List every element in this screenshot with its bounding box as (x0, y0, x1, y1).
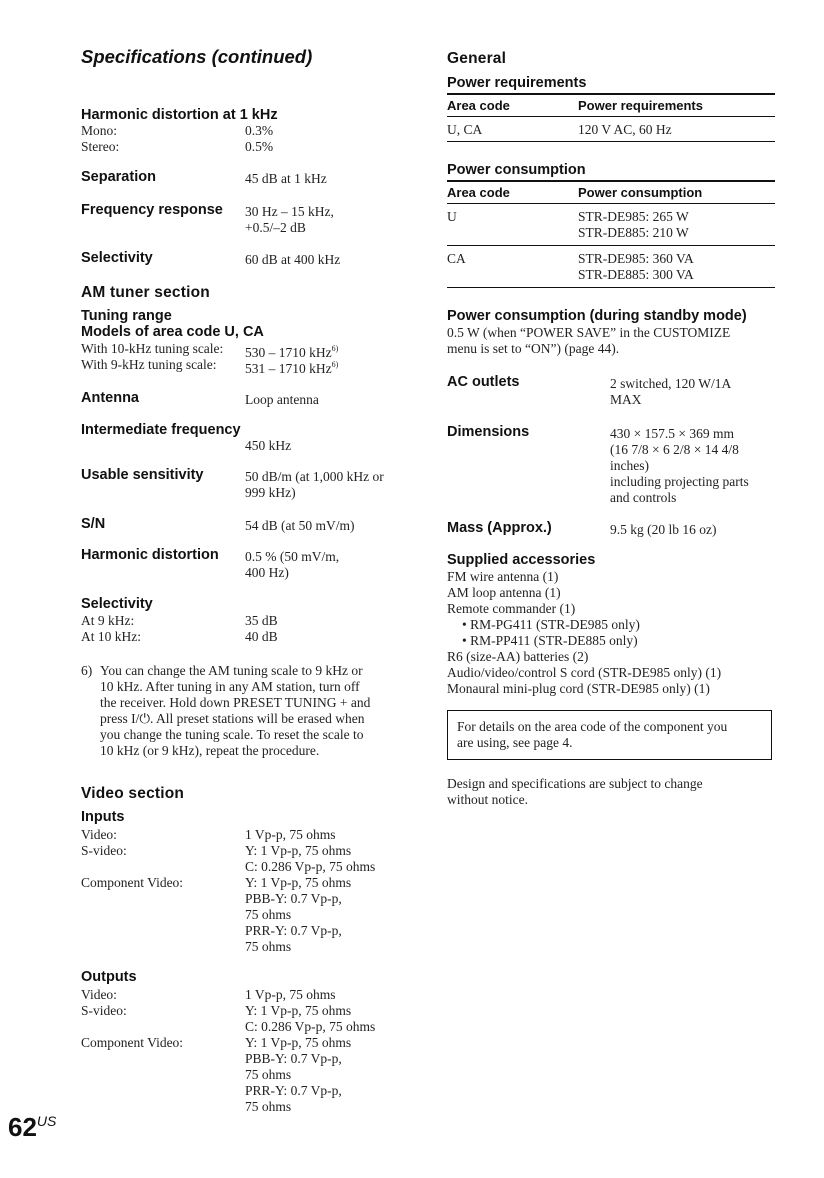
table-rule (447, 141, 775, 142)
pc-row1-value-2: STR-DE885: 210 W (578, 225, 689, 240)
pc-row2-value-1: STR-DE985: 360 VA (578, 251, 694, 266)
separation-value: 45 dB at 1 kHz (245, 171, 327, 186)
usable-sensitivity-value-2: 999 kHz) (245, 485, 296, 500)
dimensions-value-1: 430 × 157.5 × 369 mm (610, 426, 734, 441)
tuning-10k-value: 530 – 1710 kHz$^{6)}$ (245, 344, 339, 360)
sn-label: S/N (81, 516, 106, 532)
accessory-item: Remote commander (1) (447, 601, 576, 616)
pc-col-area: Area code (447, 185, 510, 200)
mass-value: 9.5 kg (20 lb 16 oz) (610, 522, 717, 537)
selectivity-value: 60 dB at 400 kHz (245, 252, 341, 267)
tuning-10k-label: With 10-kHz tuning scale: (81, 341, 224, 356)
pr-row1-area: U, CA (447, 122, 483, 137)
inputs-heading: Inputs (81, 809, 125, 825)
note-line-2: are using, see page 4. (457, 735, 573, 750)
table-rule (447, 203, 775, 204)
out-svideo-value-2: C: 0.286 Vp-p, 75 ohms (245, 1019, 376, 1034)
pr-col-area: Area code (447, 98, 510, 113)
mono-value: 0.3% (245, 123, 274, 138)
table-rule (447, 116, 775, 117)
in-component-value-4: PRR-Y: 0.7 Vp-p, (245, 923, 342, 938)
stereo-value: 0.5% (245, 139, 274, 154)
page-suffix: US (36, 1113, 57, 1129)
footnote-line-2: 10 kHz. After tuning in any AM station, turn off (100, 679, 360, 694)
freq-response-value-1: 30 Hz – 15 kHz, (245, 204, 334, 219)
footnote-ref: 6) (331, 360, 339, 369)
footnote-line-6: 10 kHz (or 9 kHz), repeat the procedure. (100, 743, 320, 758)
footnote-ref: 6) (331, 344, 339, 353)
out-video-label: Video: (81, 987, 117, 1002)
dimensions-value-5: and controls (610, 490, 677, 505)
harmonic-distortion-value-2: 400 Hz) (245, 565, 289, 580)
in-video-label: Video: (81, 827, 117, 842)
usable-sensitivity-label: Usable sensitivity (81, 467, 204, 483)
if-value: 450 kHz (245, 438, 292, 453)
in-svideo-value-1: Y: 1 Vp-p, 75 ohms (245, 843, 352, 858)
footnote-line-5: you change the tuning scale. To reset the scale to (100, 727, 364, 742)
harmonic-distortion-value-1: 0.5 % (50 mV/m, (245, 549, 340, 564)
dimensions-value-2: (16 7/8 × 6 2/8 × 14 4/8 (610, 442, 739, 457)
dimensions-value-3: inches) (610, 458, 649, 473)
pc-row2-value-2: STR-DE885: 300 VA (578, 267, 694, 282)
out-svideo-label: S-video: (81, 1003, 127, 1018)
sn-value: 54 dB (at 50 mV/m) (245, 518, 355, 533)
accessory-item: Monaural mini-plug cord (STR-DE985 only) (1) (447, 681, 710, 696)
table-rule (447, 93, 775, 95)
models-heading: Models of area code U, CA (81, 324, 264, 340)
accessory-item: FM wire antenna (1) (447, 569, 559, 584)
accessory-subitem: • RM-PP411 (STR-DE885 only) (462, 633, 638, 648)
in-svideo-value-2: C: 0.286 Vp-p, 75 ohms (245, 859, 376, 874)
accessory-item: AM loop antenna (1) (447, 585, 561, 600)
accessory-item: Audio/video/control S cord (STR-DE985 only) (1) (447, 665, 722, 680)
general-heading: General (447, 50, 507, 67)
in-svideo-label: S-video: (81, 843, 127, 858)
ac-outlets-label: AC outlets (447, 374, 520, 390)
in-component-label: Component Video: (81, 875, 184, 890)
ac-outlets-value-2: MAX (610, 392, 642, 407)
out-component-value-1: Y: 1 Vp-p, 75 ohms (245, 1035, 352, 1050)
out-video-value: 1 Vp-p, 75 ohms (245, 987, 336, 1002)
mass-label: Mass (Approx.) (447, 520, 552, 536)
if-label: Intermediate frequency (81, 422, 241, 438)
standby-line-2: menu is set to “ON”) (page 44). (447, 341, 620, 356)
tuning-9k-label: With 9-kHz tuning scale: (81, 357, 217, 372)
sel-10k-value: 40 dB (245, 629, 278, 644)
page-title: Specifications (continued) (81, 46, 313, 67)
selectivity-label: Selectivity (81, 250, 153, 266)
antenna-label: Antenna (81, 390, 139, 406)
footnote-line-4: press I/⏻. All preset stations will be erased when (100, 711, 365, 726)
video-section-heading: Video section (81, 785, 185, 802)
stereo-label: Stereo: (81, 139, 120, 154)
pc-row1-value-1: STR-DE985: 265 W (578, 209, 689, 224)
footnote-number: 6) (81, 663, 93, 678)
accessories-heading: Supplied accessories (447, 552, 596, 568)
power-consumption-heading: Power consumption (447, 162, 586, 178)
table-rule (447, 245, 775, 246)
out-component-value-5: 75 ohms (245, 1099, 292, 1114)
standby-heading: Power consumption (during standby mode) (447, 308, 747, 324)
out-component-value-3: 75 ohms (245, 1067, 292, 1082)
sel-9k-label: At 9 kHz: (81, 613, 135, 628)
accessory-item: R6 (size-AA) batteries (2) (447, 649, 589, 664)
tuning-range-heading: Tuning range (81, 308, 172, 324)
am-selectivity-heading: Selectivity (81, 596, 153, 612)
in-component-value-5: 75 ohms (245, 939, 292, 954)
standby-line-1: 0.5 W (when “POWER SAVE” in the CUSTOMIZE (447, 325, 731, 340)
out-component-value-2: PBB-Y: 0.7 Vp-p, (245, 1051, 342, 1066)
freq-response-label: Frequency response (81, 202, 223, 218)
ac-outlets-value-1: 2 switched, 120 W/1A (610, 376, 732, 391)
table-rule (447, 287, 775, 288)
usable-sensitivity-value-1: 50 dB/m (at 1,000 kHz or (245, 469, 384, 484)
dimensions-label: Dimensions (447, 424, 530, 440)
tuning-9k-value: 531 – 1710 kHz$^{6)}$ (245, 360, 339, 376)
footnote-line-3: the receiver. Hold down PRESET TUNING + and (100, 695, 371, 710)
dimensions-value-4: including projecting parts (610, 474, 749, 489)
mono-label: Mono: (81, 123, 118, 138)
separation-label: Separation (81, 169, 156, 185)
page-number: $62^{US}$ (8, 1112, 57, 1142)
note-line-1: For details on the area code of the component you (457, 719, 728, 734)
sel-10k-label: At 10 kHz: (81, 629, 141, 644)
pr-col-power: Power requirements (578, 98, 703, 113)
in-component-value-2: PBB-Y: 0.7 Vp-p, (245, 891, 342, 906)
in-component-value-1: Y: 1 Vp-p, 75 ohms (245, 875, 352, 890)
pc-col-power: Power consumption (578, 185, 703, 200)
freq-response-value-2: +0.5/–2 dB (245, 220, 306, 235)
out-svideo-value-1: Y: 1 Vp-p, 75 ohms (245, 1003, 352, 1018)
am-tuner-heading: AM tuner section (81, 284, 210, 301)
pc-row2-area: CA (447, 251, 466, 266)
pr-row1-value: 120 V AC, 60 Hz (578, 122, 672, 137)
hd-1k-heading: Harmonic distortion at 1 kHz (81, 107, 278, 123)
outputs-heading: Outputs (81, 969, 137, 985)
out-component-label: Component Video: (81, 1035, 184, 1050)
pc-row1-area: U (447, 209, 457, 224)
antenna-value: Loop antenna (245, 392, 319, 407)
harmonic-distortion-label: Harmonic distortion (81, 547, 219, 563)
sel-9k-value: 35 dB (245, 613, 278, 628)
disclaimer-line-2: without notice. (447, 792, 528, 807)
footnote-line-1: You can change the AM tuning scale to 9 kHz or (100, 663, 363, 678)
out-component-value-4: PRR-Y: 0.7 Vp-p, (245, 1083, 342, 1098)
table-rule (447, 180, 775, 182)
accessory-subitem: • RM-PG411 (STR-DE985 only) (462, 617, 640, 632)
power-requirements-heading: Power requirements (447, 75, 587, 91)
disclaimer-line-1: Design and specifications are subject to change (447, 776, 703, 791)
in-video-value: 1 Vp-p, 75 ohms (245, 827, 336, 842)
in-component-value-3: 75 ohms (245, 907, 292, 922)
